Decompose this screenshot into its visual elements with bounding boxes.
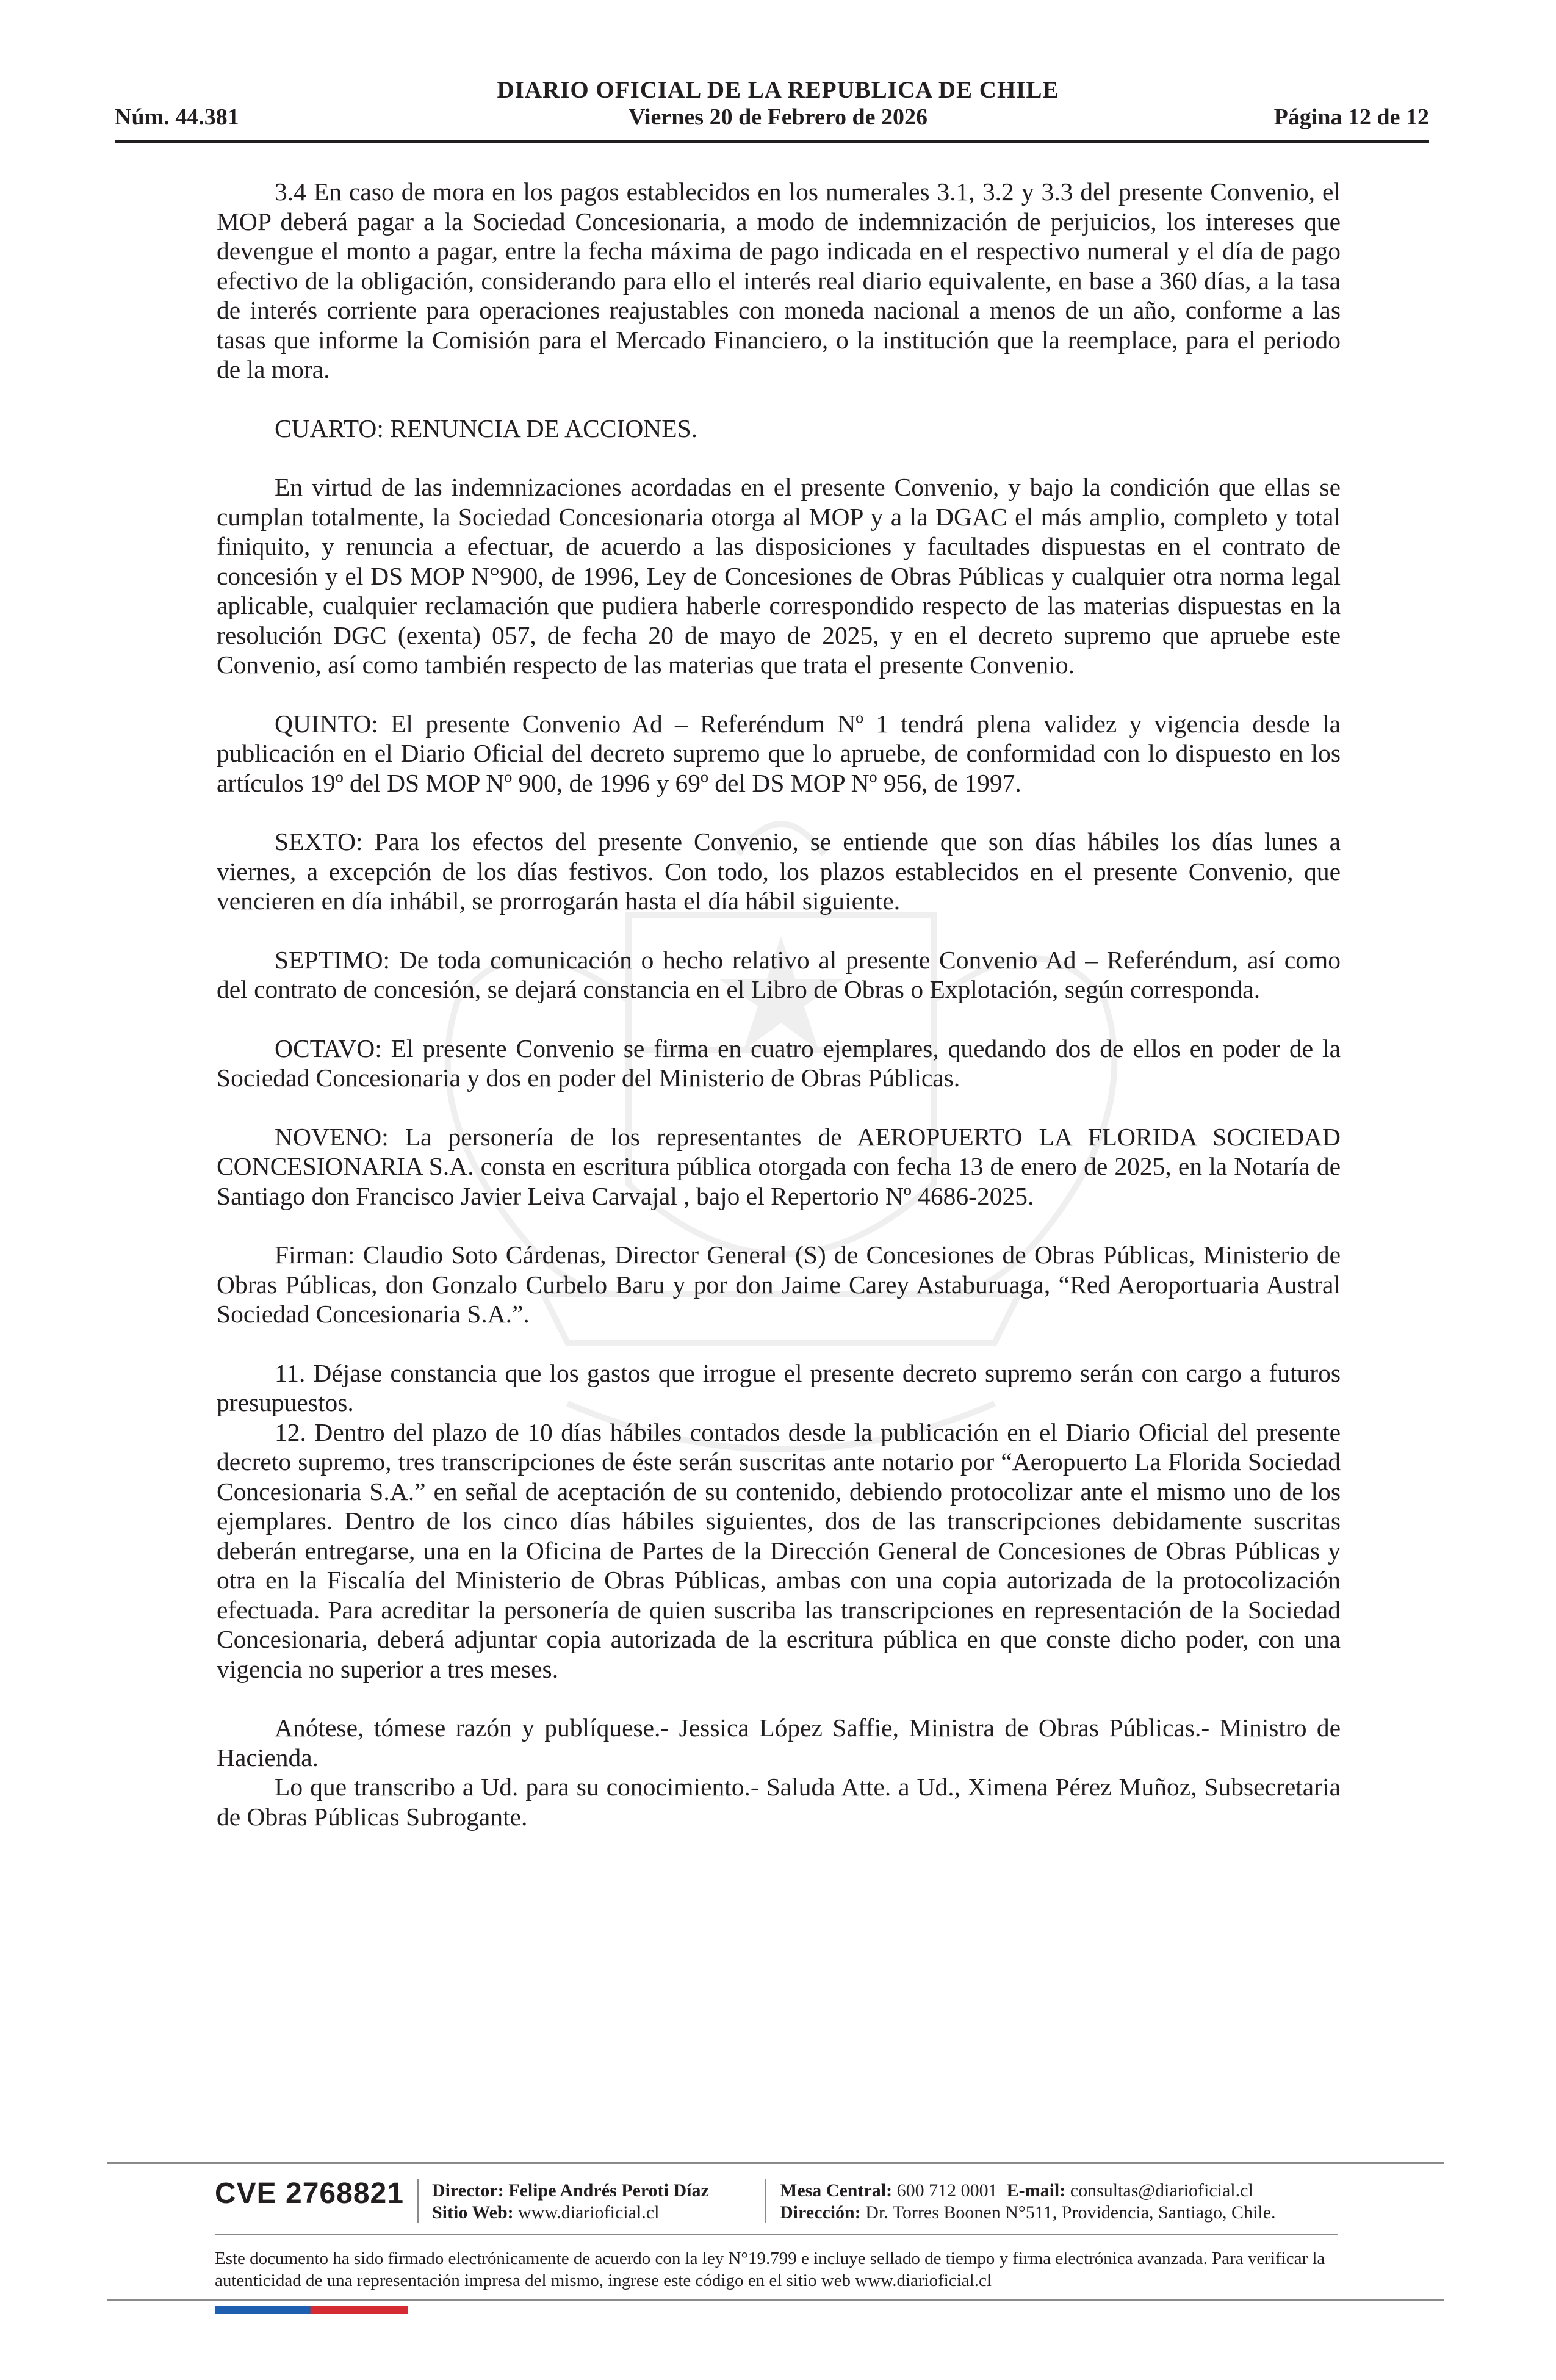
electronic-signature-notice: Este documento ha sido firmado electrónicamente de acuerdo con la ley N°19.799 e incluye sellado de tiempo y firma electrónica avanzada. Para verificar la autenticidad de una representación impresa del mismo, ingrese este código en el sitio web www.diarioficial.cl <box>215 2249 1325 2290</box>
footer-separator <box>765 2179 766 2223</box>
email-label: E-mail: <box>1006 2180 1066 2201</box>
cve-code: CVE 2768821 <box>215 2177 404 2210</box>
flag-stripe-blue <box>215 2306 311 2314</box>
signatories-paragraph: Firman: Claudio Soto Cárdenas, Director General (S) de Concesiones de Obras Públicas, Ministerio de Obras Públicas, don Gonzalo Curbelo Baru y por don Jaime Carey Astaburuaga, “Red Aeroportuaria Austral Sociedad Concesionaria S.A.”. <box>217 1241 1341 1328</box>
article-12: 12. Dentro del plazo de 10 días hábiles contados desde la publicación en el Diario Oficial del presente decreto supremo, tres transcripciones de éste serán suscritas ante notario por “Aeropuerto La Florida Sociedad Concesionaria S.A.” en señal de aceptación de su contenido, debiendo protocolizar ante el mismo uno de los ejemplares. Dentro de los cinco días hábiles siguientes, dos de las transcripciones debidamente suscritas deberán entregarse, una en la Oficina de Partes de la Dirección General de Concesiones de Obras Públicas y otra en la Fiscalía del Ministerio de Obras Públicas, ambas con una copia autorizada de la protocolización efectuada. Para acreditar la personería de quien suscriba las transcripciones en representación de la Sociedad Concesionaria, deberá adjuntar copia autorizada de la escritura pública en que conste dicho poder, con una vigencia no superior a tres meses. <box>217 1418 1341 1683</box>
paragraph-renuncia: En virtud de las indemnizaciones acordadas en el presente Convenio, y bajo la condición que ellas se cumplan totalmente, la Sociedad Concesionaria otorga al MOP y a la DGAC el más amplio, completo y total finiquito, y renuncia a efectuar, de acuerdo a las disposiciones y facultades dispuestas en el contrato de concesión y el DS MOP N°900, de 1996, Ley de Concesiones de Obras Públicas y cualquier otra norma legal aplicable, cualquier reclamación que pudiera haberle correspondido respecto de las materias dispuestas en la resolución DGC (exenta) 057, de fecha 20 de mayo de 2025, y en el decreto supremo que apruebe este Convenio, así como también respecto de las materias que trata el presente Convenio. <box>217 473 1341 679</box>
director-label: Director: <box>432 2180 504 2201</box>
newspaper-title: DIARIO OFICIAL DE LA REPUBLICA DE CHILE <box>497 77 1059 103</box>
paragraph-3-4: 3.4 En caso de mora en los pagos establecidos en los numerales 3.1, 3.2 y 3.3 del presente Convenio, el MOP deberá pagar a la Sociedad Concesionaria, a modo de indemnización de perjuicios, los intereses que devengue el monto a pagar, entre la fecha máxima de pago indicada en el respectivo numeral y el día de pago efectivo de la obligación, considerando para ello el interés real diario equivalente, en base a 360 días, a la tasa de interés corriente para operaciones reajustables con moneda nacional a menos de un año, conforme a las tasas que informe la Comisión para el Mercado Financiero, o la institución que la reemplace, para el periodo de la mora. <box>217 178 1341 383</box>
header-divider <box>115 140 1429 143</box>
document-body <box>217 177 1341 1831</box>
flag-stripe-red <box>311 2306 408 2314</box>
email-link[interactable]: consultas@diarioficial.cl <box>1070 2180 1253 2201</box>
footer-contact-block <box>780 2180 1276 2224</box>
issue-number: Núm. 44.381 <box>115 104 239 130</box>
phone-number: 600 712 0001 <box>896 2180 998 2201</box>
address-label: Dirección: <box>780 2202 861 2223</box>
phone-label: Mesa Central: <box>780 2180 893 2201</box>
clause-quinto: QUINTO: El presente Convenio Ad – Referéndum Nº 1 tendrá plena validez y vigencia desde la publicación en el Diario Oficial del decreto supremo que lo apruebe, de conformidad con lo dispuesto en los artículos 19º del DS MOP Nº 900, de 1996 y 69º del DS MOP Nº 956, de 1997. <box>217 709 1341 797</box>
clause-heading-cuarto: CUARTO: RENUNCIA DE ACCIONES. <box>275 414 698 442</box>
clause-septimo: SEPTIMO: De toda comunicación o hecho relativo al presente Convenio Ad – Referéndum, así como del contrato de concesión, se dejará constancia en el Libro de Obras o Explotación, según corresponda. <box>217 945 1341 1003</box>
clause-octavo: OCTAVO: El presente Convenio se firma en cuatro ejemplares, quedando dos de ellos en poder de la Sociedad Concesionaria y dos en poder del Ministerio de Obras Públicas. <box>217 1034 1341 1092</box>
footer-divider-top <box>107 2162 1444 2164</box>
clause-sexto: SEXTO: Para los efectos del presente Convenio, se entiende que son días hábiles los días lunes a viernes, a excepción de los días festivos. Con todo, los plazos establecidos en el presente Convenio, que vencieren en día inhábil, se prorrogarán hasta el día hábil siguiente. <box>217 828 1341 915</box>
clause-noveno: NOVENO: La personería de los representantes de AEROPUERTO LA FLORIDA SOCIEDAD CONCESIONARIA S.A. consta en escritura pública otorgada con fecha 13 de enero de 2025, en la Notaría de Santiago don Francisco Javier Leiva Carvajal , bajo el Repertorio Nº 4686-2025. <box>217 1122 1341 1210</box>
address-value: Dr. Torres Boonen N°511, Providencia, Santiago, Chile. <box>865 2202 1276 2223</box>
closing-formula: Anótese, tómese razón y publíquese.- Jessica López Saffie, Ministra de Obras Públicas.- Ministro de Hacienda. <box>217 1714 1341 1772</box>
website-label: Sitio Web: <box>432 2202 514 2223</box>
footer-divider-bottom <box>107 2299 1444 2301</box>
transcription-note: Lo que transcribo a Ud. para su conocimiento.- Saluda Atte. a Ud., Ximena Pérez Muñoz, Subsecretaria de Obras Públicas Subrogante. <box>217 1773 1341 1831</box>
director-name: Felipe Andrés Peroti Díaz <box>508 2180 709 2201</box>
footer-separator <box>417 2179 419 2223</box>
website-link[interactable]: www.diarioficial.cl <box>518 2202 660 2223</box>
article-11: 11. Déjase constancia que los gastos que irrogue el presente decreto supremo serán con cargo a futuros presupuestos. <box>217 1358 1341 1416</box>
page-indicator: Página 12 de 12 <box>1273 104 1429 130</box>
issue-date: Viernes 20 de Febrero de 2026 <box>628 104 928 130</box>
footer-divider-middle <box>215 2234 1338 2235</box>
footer-director-block <box>432 2180 709 2224</box>
